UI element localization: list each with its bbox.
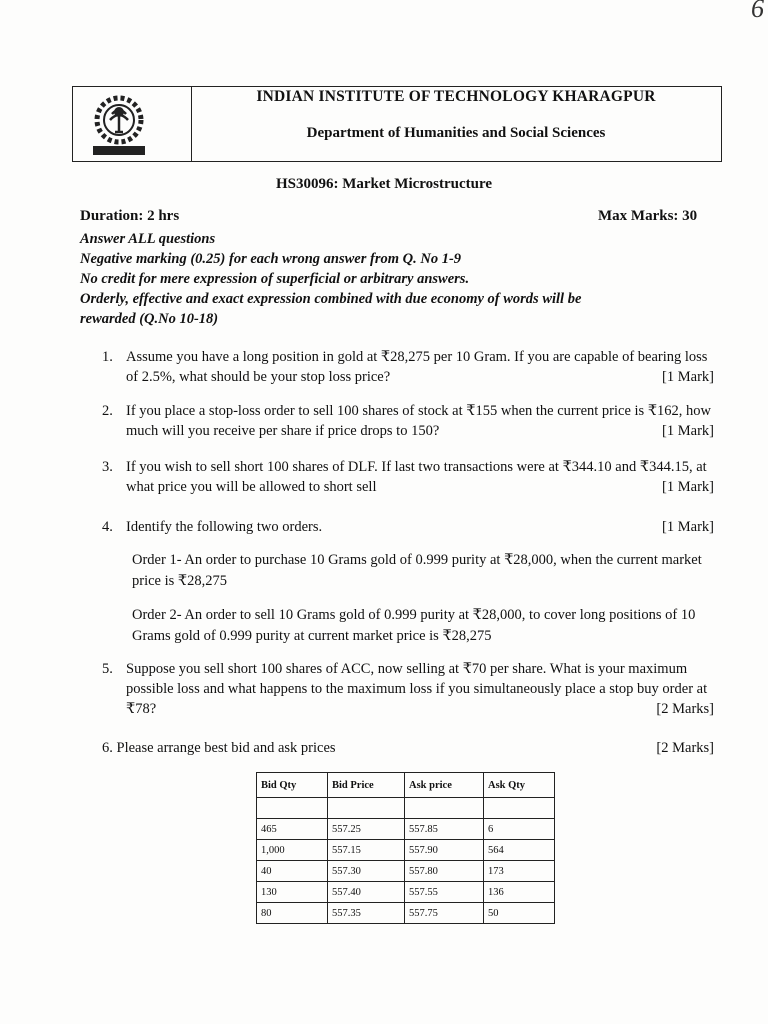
logo-cell (73, 87, 192, 161)
table-cell: 40 (257, 861, 328, 882)
table-cell: 557.80 (405, 861, 484, 882)
table-cell: 557.30 (328, 861, 405, 882)
table-cell: 50 (484, 903, 555, 924)
table-cell: 557.85 (405, 819, 484, 840)
column-header: Ask price (405, 773, 484, 798)
question-marks: [1 Mark] (662, 479, 714, 495)
table-cell: 557.15 (328, 840, 405, 861)
table-cell: 557.90 (405, 840, 484, 861)
question-marks: [1 Mark] (662, 519, 714, 535)
department-name: Department of Humanities and Social Sciences (306, 125, 606, 141)
table-header-row (257, 773, 555, 798)
question-text: 6. Please arrange best bid and ask prices (102, 740, 336, 756)
table-cell: 557.40 (328, 882, 405, 903)
max-marks: Max Marks: 30 (598, 208, 698, 224)
table-cell: 136 (484, 882, 555, 903)
question-marks: [2 Marks] (656, 701, 714, 717)
question-5 (102, 659, 714, 719)
question-text: Suppose you sell short 100 shares of ACC, now selling at ₹70 per share. What is your maximum possible loss and what happens to the maximum loss if you simultaneously place a stop buy order at ₹78? [2 Marks] (126, 661, 714, 717)
order-book-table (256, 772, 555, 924)
question-text: If you wish to sell short 100 shares of DLF. If last two transactions were at ₹344.10 and ₹344.15, at what price you will be allowed to short sell [1 Mark] (126, 459, 714, 495)
table-cell: 130 (257, 882, 328, 903)
column-header: Bid Qty (257, 773, 328, 798)
table-cell: 6 (484, 819, 555, 840)
question-marks: [1 Mark] (662, 423, 714, 439)
instruction-line: Answer ALL questions (80, 231, 216, 247)
course-title: HS30096: Market Microstructure (275, 176, 493, 192)
table-cell: 465 (257, 819, 328, 840)
table-row (257, 861, 555, 882)
question-text: Assume you have a long position in gold at ₹28,275 per 10 Gram. If you are capable of bearing loss of 2.5%, what should be your stop loss price? [1 Mark] (126, 349, 714, 385)
table-cell: 173 (484, 861, 555, 882)
question-6 (102, 740, 714, 757)
question-number: 2. (102, 403, 113, 419)
question-marks: [2 Marks] (656, 740, 714, 756)
duration: Duration: 2 hrs (80, 208, 180, 224)
table-cell: 564 (484, 840, 555, 861)
iit-logo-icon (79, 90, 159, 158)
instruction-line: Negative marking (0.25) for each wrong answer from Q. No 1-9 (80, 251, 462, 267)
question-1 (102, 347, 714, 387)
column-header: Ask Qty (484, 773, 555, 798)
table-cell: 557.75 (405, 903, 484, 924)
question-text: If you place a stop-loss order to sell 100 shares of stock at ₹155 when the current price is ₹162, how much will you receive per share if price drops to 150? [1 Mark] (126, 403, 714, 439)
order-2: Order 2- An order to sell 10 Grams gold of 0.999 purity at ₹28,000, to cover long positions of 10 Grams gold of 0.999 purity at current market price is ₹28,275 (132, 607, 696, 644)
instruction-line: No credit for mere expression of superficial or arbitrary answers. (80, 271, 470, 287)
question-marks: [1 Mark] (662, 369, 714, 385)
table-cell: 557.35 (328, 903, 405, 924)
table-spacer (257, 798, 555, 819)
question-3 (102, 457, 714, 497)
question-number: 5. (102, 661, 113, 677)
page-number: 6 (751, 0, 764, 23)
column-header: Bid Price (328, 773, 405, 798)
table-row (257, 903, 555, 924)
instruction-line: rewarded (Q.No 10-18) (80, 311, 219, 327)
instruction-line: Orderly, effective and exact expression combined with due economy of words will be (80, 291, 582, 307)
question-text: Identify the following two orders. [1 Mark] (126, 519, 714, 535)
question-4 (102, 517, 714, 537)
table-cell: 557.55 (405, 882, 484, 903)
table-row (257, 882, 555, 903)
table-cell: 1,000 (257, 840, 328, 861)
order-1: Order 1- An order to purchase 10 Grams gold of 0.999 purity at ₹28,000, when the current market price is ₹28,275 (132, 552, 702, 589)
question-2 (102, 401, 714, 441)
header-box (72, 86, 722, 162)
institute-name: INDIAN INSTITUTE OF TECHNOLOGY KHARAGPUR (256, 88, 656, 105)
question-number: 1. (102, 349, 113, 365)
question-number: 4. (102, 519, 113, 535)
table-row (257, 840, 555, 861)
question-number: 3. (102, 459, 113, 475)
table-cell: 80 (257, 903, 328, 924)
table-cell: 557.25 (328, 819, 405, 840)
table-row (257, 819, 555, 840)
